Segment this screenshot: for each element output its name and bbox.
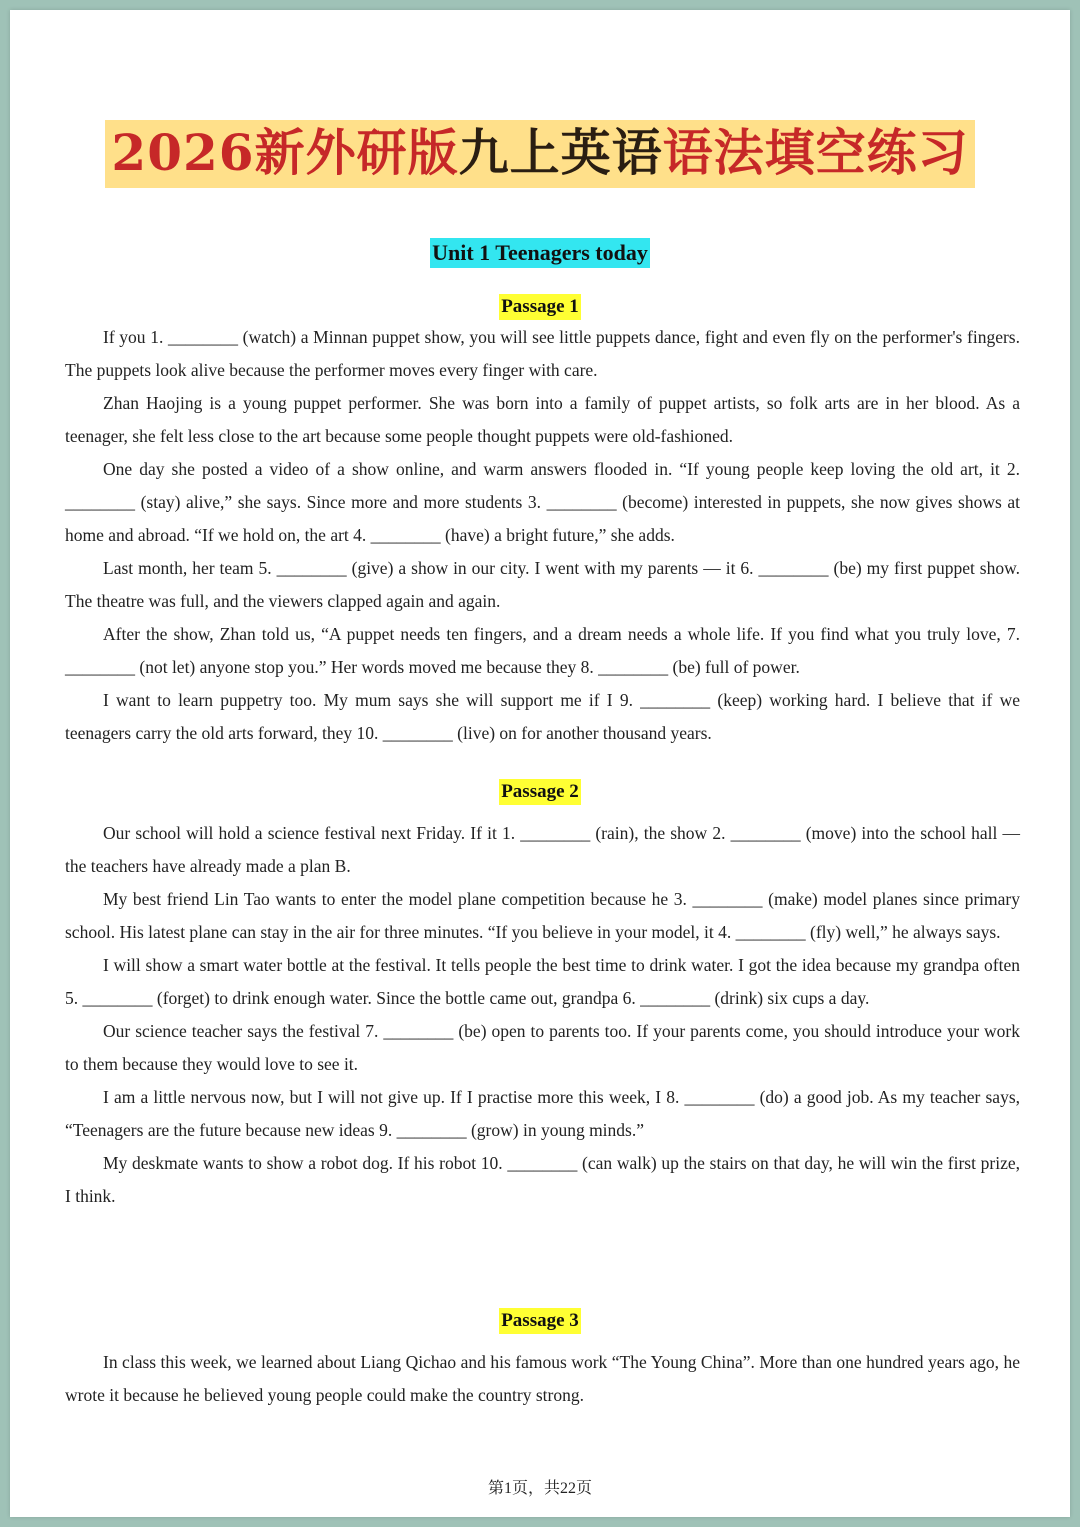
page-number-footer: 第1页，共22页 xyxy=(487,1480,592,1497)
passage-2-paragraph-3: I will show a smart water bottle at the festival. It tells people the best time to drink water. I got the idea because my grandpa often 5. ________ (forget) to drink enough water. Since the bottle came out, grandpa 6. ________ (drink) six cups a day. xyxy=(65,955,1020,1008)
passage-1-paragraph-1: If you 1. ________ (watch) a Minnan puppet show, you will see little puppets dance, fight and even fly on the performer's fingers. The puppets look alive because the performer moves every finger with care. xyxy=(65,327,1020,380)
passage-1-paragraph-2: Zhan Haojing is a young puppet performer. She was born into a family of puppet artists, so folk arts are in her blood. As a teenager, she felt less close to the art because some people thought puppets were old-fashioned. xyxy=(65,393,1020,446)
passage-2-heading: Passage 2 xyxy=(499,779,581,805)
passage-2-paragraph-5: I am a little nervous now, but I will not give up. If I practise more this week, I 8. ________ (do) a good job. As my teacher says, “Teenagers are the future because new ideas 9. ________ (grow) in young minds.” xyxy=(65,1087,1020,1140)
passage-3-heading-wrapper xyxy=(10,1308,1070,1334)
passage-1-paragraph-5: After the show, Zhan told us, “A puppet needs ten fingers, and a dream needs a whole life. If you find what you truly love, 7. ________ (not let) anyone stop you.” Her words moved me because they 8. ________ (be) full of power. xyxy=(65,624,1020,677)
passage-1-heading-wrapper xyxy=(10,294,1070,320)
passage-3-heading: Passage 3 xyxy=(499,1308,581,1334)
page-title xyxy=(105,120,974,188)
worksheet-page xyxy=(10,10,1070,1517)
unit-title: Unit 1 Teenagers today xyxy=(430,238,650,268)
passage-2-paragraph-1: Our school will hold a science festival next Friday. If it 1. ________ (rain), the show 2. ________ (move) into the school hall — the teachers have already made a plan B. xyxy=(65,823,1020,876)
passage-3-body xyxy=(65,1346,1020,1412)
passage-2-paragraph-4: Our science teacher says the festival 7. ________ (be) open to parents too. If your parents come, you should introduce your work to them because they would love to see it. xyxy=(65,1021,1020,1074)
passage-2-paragraph-2: My best friend Lin Tao wants to enter the model plane competition because he 3. ________ (make) model planes since primary school. His latest plane can stay in the air for three minutes. “If you believe in your model, it 4. ________ (fly) well,” he always says. xyxy=(65,889,1020,942)
title-part-exercise-type: 语法填空练习 xyxy=(662,123,969,182)
passage-2-paragraph-6: My deskmate wants to show a robot dog. If his robot 10. ________ (can walk) up the stairs on that day, he will win the first prize, I think. xyxy=(65,1153,1020,1206)
title-wrapper xyxy=(10,120,1070,188)
passage-1-body xyxy=(65,321,1020,750)
passage-1-heading: Passage 1 xyxy=(499,294,581,320)
passage-2-heading-wrapper xyxy=(10,779,1070,805)
unit-heading-wrapper xyxy=(10,238,1070,268)
title-part-year-edition: 2026新外研版 xyxy=(111,123,459,182)
passage-2-body xyxy=(65,817,1020,1213)
passage-3-paragraph-1: In class this week, we learned about Liang Qichao and his famous work “The Young China”. More than one hundred years ago, he wrote it because he believed young people could make the country strong. xyxy=(65,1352,1020,1405)
passage-1-paragraph-6: I want to learn puppetry too. My mum says she will support me if I 9. ________ (keep) working hard. I believe that if we teenagers carry the old arts forward, they 10. ________ (live) on for another thousand years. xyxy=(65,690,1020,743)
passage-1-paragraph-3: One day she posted a video of a show online, and warm answers flooded in. “If young people keep loving the old art, it 2. ________ (stay) alive,” she says. Since more and more students 3. ________ (become) interested in puppets, she now gives shows at home and abroad. “If we hold on, the art 4. ________ (have) a bright future,” she adds. xyxy=(65,459,1020,545)
title-part-grade-subject: 九上英语 xyxy=(458,123,663,182)
passage-1-paragraph-4: Last month, her team 5. ________ (give) a show in our city. I went with my parents — it 6. ________ (be) my first puppet show. The theatre was full, and the viewers clapped again and again. xyxy=(65,558,1020,611)
